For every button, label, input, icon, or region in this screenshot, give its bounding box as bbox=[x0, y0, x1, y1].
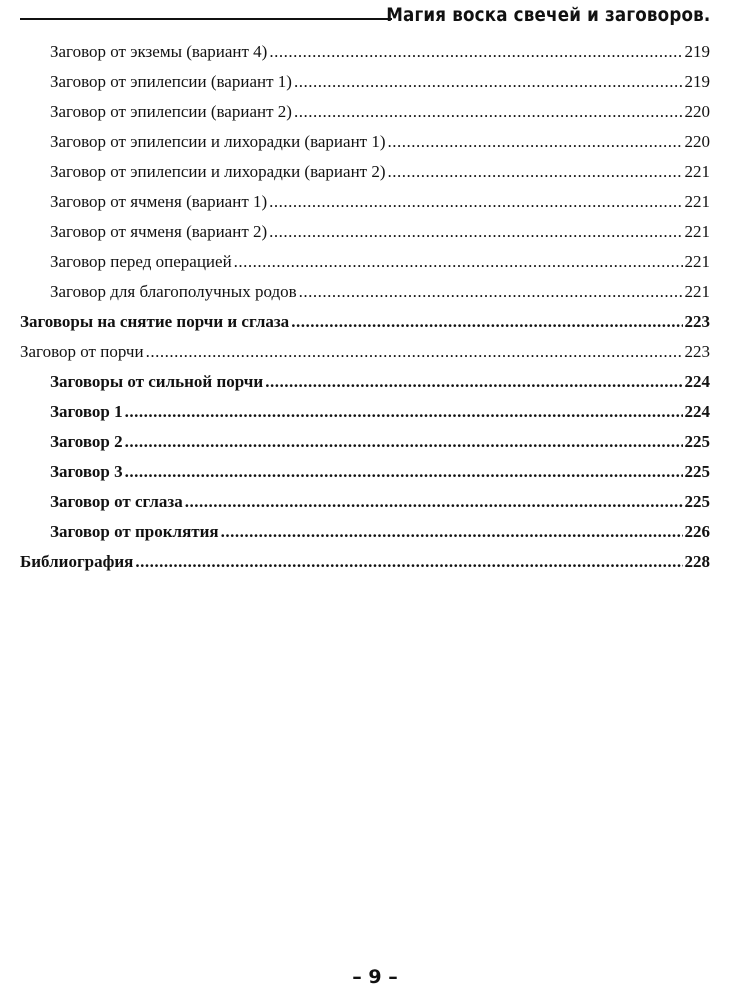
toc-entry[interactable] bbox=[20, 97, 710, 127]
toc-entry-title: Заговор от эпилепсии и лихорадки (вариант 1) bbox=[50, 132, 386, 151]
book-title: Магия воска свечей и заговоров. bbox=[385, 4, 710, 26]
toc-entry-page: 224 bbox=[684, 402, 710, 421]
toc-entry-page: 221 bbox=[684, 252, 710, 271]
toc-entry[interactable] bbox=[20, 487, 710, 517]
toc-entry-title: Заговоры на снятие порчи и сглаза bbox=[20, 312, 290, 331]
dot-leader bbox=[294, 67, 683, 97]
toc-entry-title: Библиография bbox=[20, 552, 134, 571]
dot-leader bbox=[221, 517, 683, 547]
toc-entry-page: 225 bbox=[684, 462, 710, 481]
toc-entry[interactable] bbox=[20, 397, 710, 427]
toc-entry[interactable] bbox=[20, 367, 710, 397]
dot-leader bbox=[269, 187, 682, 217]
dot-leader bbox=[388, 157, 683, 187]
toc-entry-page: 219 bbox=[684, 72, 710, 91]
dot-leader bbox=[265, 367, 682, 397]
toc-entry-title: Заговор 3 bbox=[50, 462, 123, 481]
toc-entry-title: Заговор от эпилепсии (вариант 2) bbox=[50, 102, 292, 121]
toc-entry-title: Заговор от ячменя (вариант 2) bbox=[50, 222, 268, 241]
toc-entry-title: Заговор перед операцией bbox=[50, 252, 232, 271]
toc-entry-page: 221 bbox=[684, 282, 710, 301]
toc-entry-page: 220 bbox=[684, 102, 710, 121]
dot-leader bbox=[269, 217, 682, 247]
page-number: – 9 – bbox=[352, 966, 398, 988]
toc-entry-page: 220 bbox=[684, 132, 710, 151]
toc-entry-page: 221 bbox=[684, 222, 710, 241]
toc-entry[interactable] bbox=[20, 67, 710, 97]
toc-entry-title: Заговор от ячменя (вариант 1) bbox=[50, 192, 268, 211]
toc-entry-title: Заговоры от сильной порчи bbox=[50, 372, 264, 391]
dot-leader bbox=[146, 337, 683, 367]
dot-leader bbox=[269, 37, 682, 67]
toc-entry-title: Заговор для благополучных родов bbox=[50, 282, 297, 301]
dot-leader bbox=[125, 427, 683, 457]
dot-leader bbox=[125, 397, 683, 427]
toc-entry[interactable] bbox=[20, 37, 710, 67]
toc-entry-page: 225 bbox=[684, 492, 710, 511]
toc-entry-page: 219 bbox=[684, 42, 710, 61]
toc-entry[interactable] bbox=[20, 277, 710, 307]
toc-entry-page: 223 bbox=[684, 342, 710, 361]
toc-entry-title: Заговор от эпилепсии (вариант 1) bbox=[50, 72, 292, 91]
table-of-contents bbox=[20, 37, 710, 577]
toc-entry[interactable] bbox=[20, 217, 710, 247]
dot-leader bbox=[185, 487, 683, 517]
toc-entry[interactable] bbox=[20, 427, 710, 457]
toc-entry-title: Заговор от экземы (вариант 4) bbox=[50, 42, 268, 61]
toc-entry-title: Заговор от порчи bbox=[20, 342, 144, 361]
dot-leader bbox=[135, 547, 682, 577]
toc-entry[interactable] bbox=[20, 547, 710, 577]
toc-entry[interactable] bbox=[20, 337, 710, 367]
dot-leader bbox=[125, 457, 683, 487]
toc-entry-title: Заговор от сглаза bbox=[50, 492, 183, 511]
toc-entry-title: Заговор 2 bbox=[50, 432, 123, 451]
dot-leader bbox=[294, 97, 683, 127]
toc-entry-page: 228 bbox=[684, 552, 710, 571]
toc-entry-page: 221 bbox=[684, 162, 710, 181]
dot-leader bbox=[291, 307, 682, 337]
toc-entry-page: 224 bbox=[684, 372, 710, 391]
toc-entry-page: 226 bbox=[684, 522, 710, 541]
toc-entry-title: Заговор 1 bbox=[50, 402, 123, 421]
toc-entry[interactable] bbox=[20, 247, 710, 277]
dot-leader bbox=[388, 127, 683, 157]
dot-leader bbox=[299, 277, 683, 307]
dot-leader bbox=[234, 247, 683, 277]
toc-entry[interactable] bbox=[20, 457, 710, 487]
toc-entry-title: Заговор от проклятия bbox=[50, 522, 219, 541]
toc-entry[interactable] bbox=[20, 307, 710, 337]
toc-entry-title: Заговор от эпилепсии и лихорадки (вариант 2) bbox=[50, 162, 386, 181]
toc-entry[interactable] bbox=[20, 187, 710, 217]
toc-entry[interactable] bbox=[20, 517, 710, 547]
toc-entry-page: 223 bbox=[684, 312, 710, 331]
toc-entry[interactable] bbox=[20, 127, 710, 157]
toc-entry-page: 225 bbox=[684, 432, 710, 451]
header-rule bbox=[20, 18, 392, 20]
toc-entry-page: 221 bbox=[684, 192, 710, 211]
toc-entry[interactable] bbox=[20, 157, 710, 187]
running-header bbox=[20, 2, 710, 30]
